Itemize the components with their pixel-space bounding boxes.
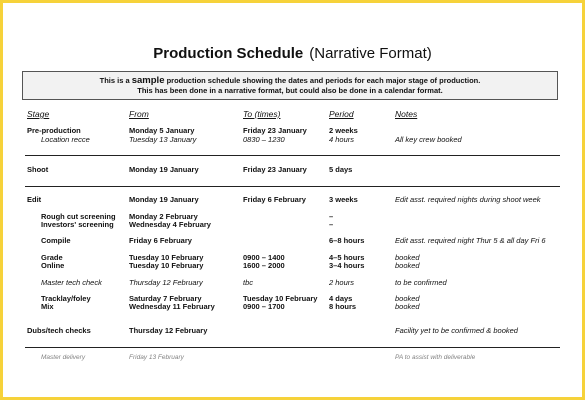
row-recce-period: 4 hours: [329, 135, 355, 144]
row-dubs-stage: Dubs/tech checks: [27, 326, 91, 335]
row-online-stage: Online: [41, 261, 65, 270]
row-compile-period: 6–8 hours: [329, 236, 365, 245]
row-delivery-from: Friday 13 February: [129, 354, 184, 361]
notice-line-1: [23, 76, 557, 86]
row-techcheck-stage: Master tech check: [41, 278, 102, 287]
row-recce-to: 0830 – 1230: [243, 135, 285, 144]
row-grade-stage: Grade: [41, 253, 63, 262]
row-techcheck-notes: to be confirmed: [395, 278, 447, 287]
notice-sample-word: sample: [131, 75, 165, 86]
row-grade-to: 0900 – 1400: [243, 253, 285, 262]
row-shoot-from: Monday 19 January: [129, 165, 199, 174]
row-roughcut-period: –: [329, 212, 334, 221]
row-edit-notes: Edit asst. required nights during shoot week: [395, 195, 541, 204]
row-investors-period: –: [329, 220, 334, 229]
row-edit-from: Monday 19 January: [129, 195, 199, 204]
row-mix-notes: booked: [395, 302, 420, 311]
row-compile-stage: Compile: [41, 236, 71, 245]
notice-box: [22, 71, 558, 100]
row-online-from: Tuesday 10 February: [129, 261, 204, 270]
header-notes: Notes: [395, 109, 418, 119]
row-tracklay-from: Saturday 7 February: [129, 294, 202, 303]
divider: [25, 186, 560, 187]
row-roughcut-stage: Rough cut screening: [41, 212, 116, 221]
divider: [25, 155, 560, 156]
row-online-to: 1600 – 2000: [243, 261, 285, 270]
row-grade-period: 4–5 hours: [329, 253, 365, 262]
row-techcheck-from: Thursday 12 February: [129, 278, 203, 287]
header-stage: Stage: [27, 109, 50, 119]
row-preproduction-period: 2 weeks: [329, 126, 358, 135]
row-delivery-stage: Master delivery: [41, 354, 86, 361]
row-tracklay-stage: Tracklay/foley: [41, 294, 91, 303]
row-grade-notes: booked: [395, 253, 420, 262]
row-tracklay-to: Tuesday 10 February: [243, 294, 318, 303]
row-recce-stage: Location recce: [41, 135, 90, 144]
row-online-notes: booked: [395, 261, 420, 270]
row-recce-notes: All key crew booked: [395, 135, 462, 144]
row-dubs-notes: Facility yet to be confirmed & booked: [395, 326, 518, 335]
title-main: Production Schedule: [153, 45, 304, 62]
row-mix-period: 8 hours: [329, 302, 357, 311]
row-shoot-stage: Shoot: [27, 165, 49, 174]
row-mix-from: Wednesday 11 February: [129, 302, 215, 311]
row-grade-from: Tuesday 10 February: [129, 253, 204, 262]
divider: [25, 347, 560, 348]
notice-line-1-pre: This is a: [99, 76, 132, 85]
row-tracklay-notes: booked: [395, 294, 420, 303]
row-preproduction-to: Friday 23 January: [243, 126, 307, 135]
notice-line-2: This has been done in a narrative format, but could also be done in a calendar format.: [137, 86, 443, 95]
row-delivery-notes: PA to assist with deliverable: [395, 354, 476, 361]
row-shoot-period: 5 days: [329, 165, 353, 174]
row-online-period: 3–4 hours: [329, 261, 365, 270]
row-edit-stage: Edit: [27, 195, 42, 204]
row-edit-period: 3 weeks: [329, 195, 358, 204]
row-mix-to: 0900 – 1700: [243, 302, 285, 311]
row-compile-from: Friday 6 February: [129, 236, 192, 245]
row-techcheck-period: 2 hours: [329, 278, 355, 287]
row-compile-notes: Edit asst. required night Thur 5 & all day Fri 6: [395, 236, 546, 245]
notice-line-1-post: production schedule showing the dates and periods for each major stage of production.: [164, 76, 481, 85]
header-to: To (times): [243, 109, 281, 119]
row-roughcut-from: Monday 2 February: [129, 212, 198, 221]
header-from: From: [129, 109, 149, 119]
row-dubs-from: Thursday 12 February: [129, 326, 208, 335]
row-tracklay-period: 4 days: [329, 294, 353, 303]
row-investors-stage: Investors' screening: [41, 220, 114, 229]
page-title: [3, 45, 582, 62]
row-edit-to: Friday 6 February: [243, 195, 306, 204]
document-page: [3, 3, 582, 397]
row-recce-from: Tuesday 13 January: [129, 135, 197, 144]
row-preproduction-stage: Pre-production: [27, 126, 81, 135]
header-period: Period: [329, 109, 354, 119]
row-preproduction-from: Monday 5 January: [129, 126, 195, 135]
row-investors-from: Wednesday 4 February: [129, 220, 211, 229]
title-sub: (Narrative Format): [309, 45, 432, 62]
row-techcheck-to: tbc: [243, 278, 254, 287]
row-mix-stage: Mix: [41, 302, 54, 311]
row-shoot-to: Friday 23 January: [243, 165, 307, 174]
